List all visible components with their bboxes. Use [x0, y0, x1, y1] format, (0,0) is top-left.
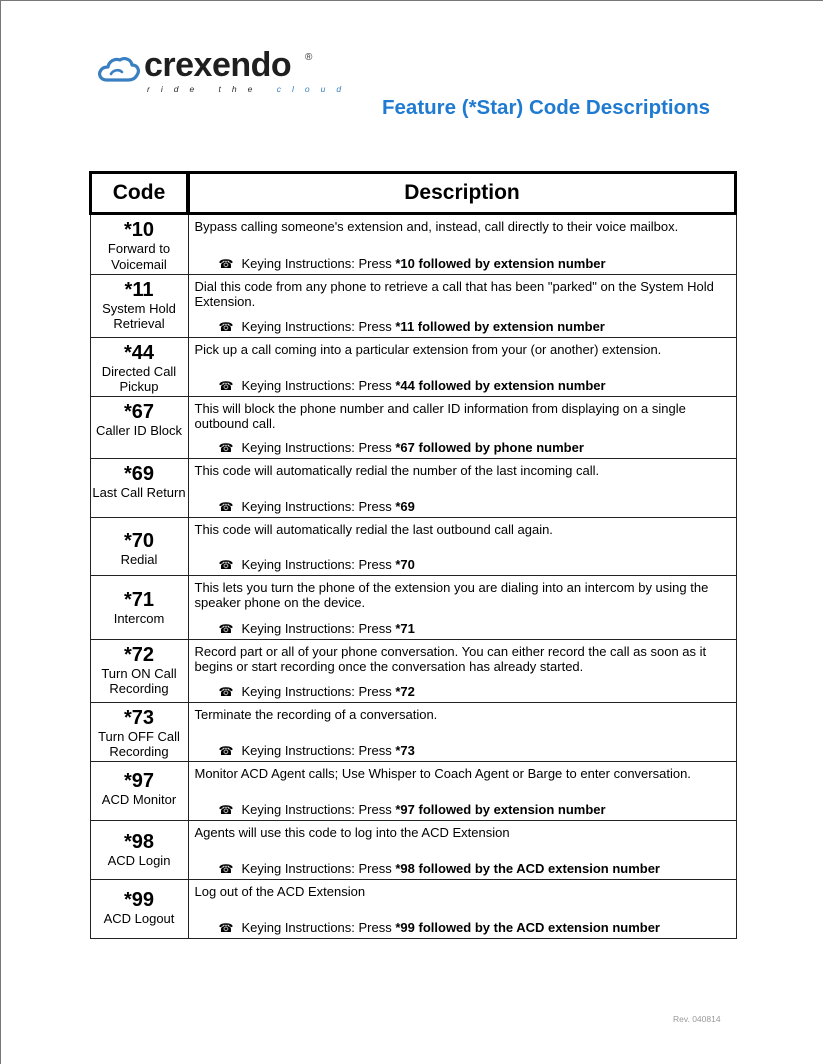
description-text: Pick up a call coming into a particular extension from your (or another) extension. — [194, 341, 662, 357]
description-cell — [188, 575, 736, 639]
table-row — [90, 517, 736, 575]
phone-icon: ☎ — [218, 557, 234, 572]
code-name: ACD Monitor — [101, 791, 177, 807]
description-cell — [188, 761, 736, 820]
tagline-light: cloud — [276, 84, 353, 94]
table-row — [90, 396, 736, 458]
phone-icon: ☎ — [218, 861, 234, 876]
description-cell — [188, 214, 736, 274]
description-text: This code will automatically redial the last outbound call again. — [194, 521, 553, 537]
table-row — [90, 702, 736, 761]
description-cell — [188, 517, 736, 575]
description-text: Bypass calling someone's extension and, instead, call directly to their voice mailbox. — [194, 219, 679, 234]
description-text: This will block the phone number and caller ID information from displaying on a single outbound call. — [194, 400, 686, 431]
code-number: *69 — [123, 462, 155, 485]
code-name: ACD Logout — [103, 910, 175, 926]
code-number: *72 — [123, 643, 155, 666]
code-cell — [90, 702, 188, 761]
phone-icon: ☎ — [218, 256, 234, 271]
phone-icon: ☎ — [218, 440, 234, 455]
phone-icon: ☎ — [218, 319, 234, 334]
brand-name: crexendo — [144, 46, 292, 84]
code-cell — [90, 517, 188, 575]
code-name: Turn OFF Call Recording — [98, 728, 180, 759]
code-number: *67 — [123, 400, 155, 423]
registered-mark: ® — [305, 52, 313, 63]
code-number: *44 — [123, 341, 155, 364]
revision-label: Rev. 040814 — [673, 1014, 721, 1024]
feature-code-table — [89, 171, 737, 939]
description-text: Agents will use this code to log into the ACD Extension — [194, 824, 510, 840]
code-number: *70 — [123, 529, 155, 552]
description-cell — [188, 879, 736, 938]
code-name: Directed Call Pickup — [101, 363, 177, 394]
code-number: *71 — [123, 588, 155, 611]
code-header: Code — [90, 172, 188, 214]
code-cell — [90, 274, 188, 337]
code-cell — [90, 458, 188, 517]
phone-icon: ☎ — [218, 802, 234, 817]
table-row — [90, 879, 736, 938]
crexendo-logo — [97, 46, 353, 98]
page-title: Feature (*Star) Code Descriptions — [382, 96, 711, 119]
cloud-logo-icon — [97, 54, 141, 84]
code-cell — [90, 214, 188, 274]
code-name: ACD Login — [107, 852, 171, 868]
keying-instructions: ☎ Keying Instructions: Press *10 followed by extension number — [218, 255, 606, 271]
code-name: System Hold Retrieval — [102, 300, 176, 331]
keying-instructions: ☎ Keying Instructions: Press *97 followed by extension number — [218, 801, 606, 817]
code-number: *97 — [123, 769, 155, 792]
table-row — [90, 761, 736, 820]
code-name: Turn ON Call Recording — [101, 665, 177, 696]
code-cell — [90, 761, 188, 820]
table-row — [90, 274, 736, 337]
phone-icon: ☎ — [218, 499, 234, 514]
code-cell — [90, 820, 188, 879]
keying-instructions: ☎ Keying Instructions: Press *67 followed by phone number — [218, 439, 584, 455]
brand-tagline — [147, 84, 352, 94]
code-cell — [90, 639, 188, 702]
code-name: Forward to Voicemail — [107, 241, 171, 272]
code-number: *11 — [124, 278, 154, 301]
phone-icon: ☎ — [218, 621, 234, 636]
code-cell — [90, 879, 188, 938]
keying-instructions: ☎ Keying Instructions: Press *70 — [218, 556, 415, 572]
table-row — [90, 820, 736, 879]
code-number: *99 — [123, 888, 155, 911]
table-row — [90, 575, 736, 639]
phone-icon: ☎ — [218, 920, 234, 935]
description-text: This code will automatically redial the number of the last incoming call. — [194, 462, 600, 478]
code-name: Last Call Return — [92, 484, 186, 500]
keying-instructions: ☎ Keying Instructions: Press *71 — [218, 620, 415, 636]
description-header: Description — [188, 172, 736, 214]
tagline-dark: ride the — [147, 84, 264, 94]
description-text: Record part or all of your phone conversation. You can either record the call as soon as it begins or start recording once the conversation has already started. — [194, 643, 707, 674]
description-cell — [188, 458, 736, 517]
code-cell — [90, 396, 188, 458]
description-text: This lets you turn the phone of the extension you are dialing into an intercom by using the speaker phone on the device. — [194, 579, 709, 610]
description-cell — [188, 274, 736, 337]
table-row — [90, 214, 736, 274]
description-cell — [188, 396, 736, 458]
description-cell — [188, 337, 736, 396]
description-text: Terminate the recording of a conversation. — [194, 706, 438, 722]
keying-instructions: ☎ Keying Instructions: Press *98 followed by the ACD extension number — [218, 860, 660, 876]
description-cell — [188, 702, 736, 761]
description-text: Log out of the ACD Extension — [194, 883, 366, 899]
keying-instructions: ☎ Keying Instructions: Press *11 followed by extension number — [218, 318, 605, 334]
table-row — [90, 639, 736, 702]
keying-instructions: ☎ Keying Instructions: Press *99 followed by the ACD extension number — [218, 919, 660, 935]
description-text: Dial this code from any phone to retrieve a call that has been "parked" on the System Hold Extension. — [194, 278, 714, 309]
table-row — [90, 458, 736, 517]
code-cell — [90, 337, 188, 396]
phone-icon: ☎ — [218, 743, 234, 758]
code-name: Intercom — [113, 610, 165, 626]
code-name: Caller ID Block — [96, 422, 182, 438]
code-number: *98 — [123, 830, 155, 853]
code-cell — [90, 575, 188, 639]
keying-instructions: ☎ Keying Instructions: Press *72 — [218, 683, 415, 699]
table-row — [90, 337, 736, 396]
description-cell — [188, 820, 736, 879]
phone-icon: ☎ — [218, 684, 234, 699]
phone-icon: ☎ — [218, 378, 234, 393]
code-name: Redial — [120, 551, 158, 567]
keying-instructions: ☎ Keying Instructions: Press *44 followed by extension number — [218, 377, 606, 393]
code-number: *73 — [123, 706, 155, 729]
keying-instructions: ☎ Keying Instructions: Press *69 — [218, 498, 415, 514]
description-text: Monitor ACD Agent calls; Use Whisper to Coach Agent or Barge to enter conversation. — [194, 765, 691, 781]
keying-instructions: ☎ Keying Instructions: Press *73 — [218, 742, 415, 758]
code-number: *10 — [123, 219, 155, 241]
description-cell — [188, 639, 736, 702]
